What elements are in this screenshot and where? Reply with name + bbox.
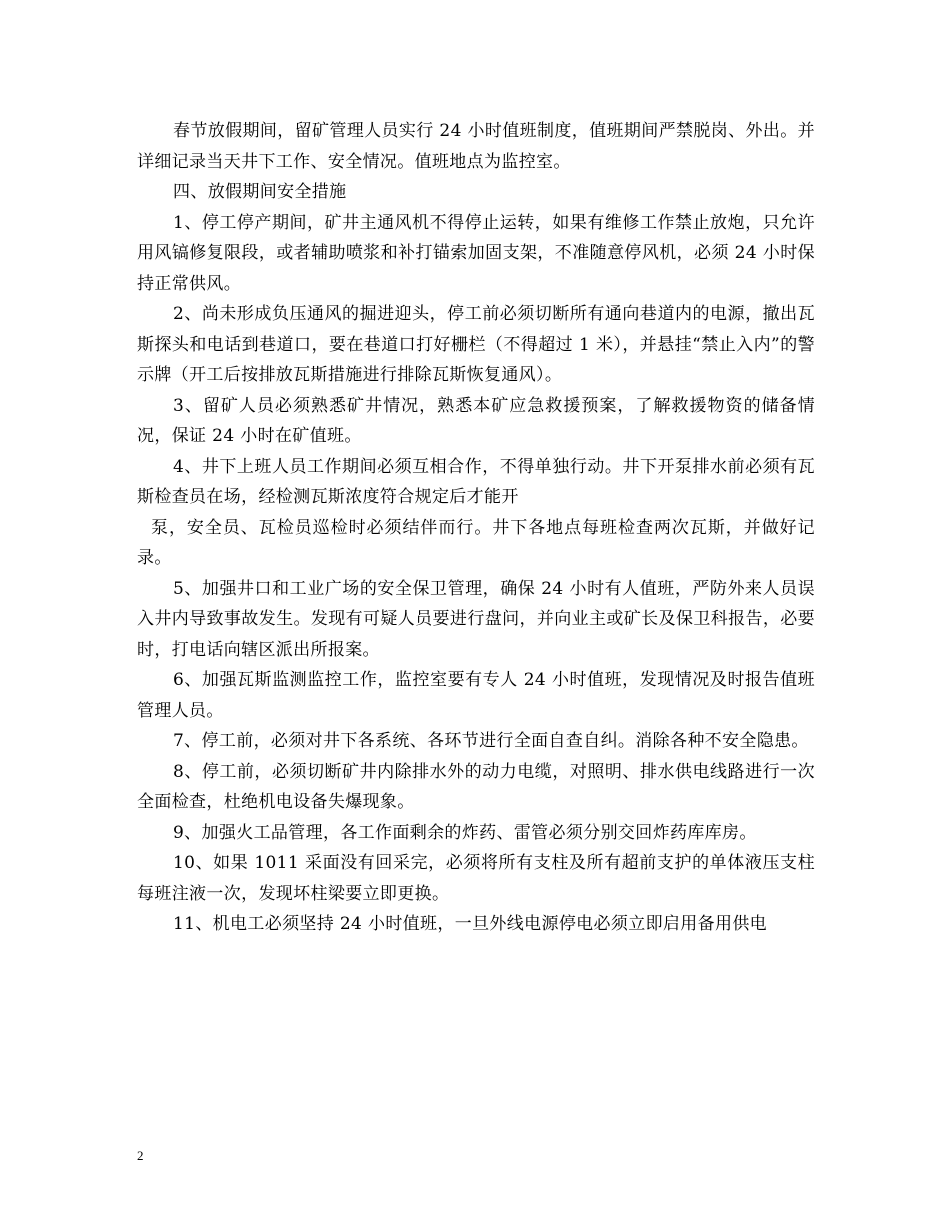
paragraph-item-8: 8、停工前，必须切断矿井内除排水外的动力电缆，对照明、排水供电线路进行一次全面检查，杜绝机电设备失爆现象。 [137,761,815,812]
paragraph-item-5: 5、加强井口和工业广场的安全保卫管理，确保 24 小时有人值班，严防外来人员误入井内导致事故发生。发现有可疑人员要进行盘问，并向业主或矿长及保卫科报告，必要时，打电话向辖区派出所报案。 [137,578,815,660]
paragraph-item-6: 6、加强瓦斯监测监控工作，监控室要有专人 24 小时值班，发现情况及时报告值班管理人员。 [137,670,815,721]
paragraph-duty-system: 春节放假期间，留矿管理人员实行 24 小时值班制度，值班期间严禁脱岗、外出。并详细记录当天井下工作、安全情况。值班地点为监控室。 [137,121,815,172]
paragraph-item-9: 9、加强火工品管理，各工作面剩余的炸药、雷管必须分别交回炸药库库房。 [173,822,757,843]
paragraph-item-7: 7、停工前，必须对井下各系统、各环节进行全面自查自纠。消除各种不安全隐患。 [173,731,809,751]
paragraph-item-10: 10、如果 1011 采面没有回采完，必须将所有支柱及所有超前支护的单体液压支柱每班注液一次，发现坏柱梁要立即更换。 [137,853,815,904]
paragraph-item-3: 3、留矿人员必须熟悉矿井情况，熟悉本矿应急救援预案，了解救援物资的储备情况，保证 24 小时在矿值班。 [137,395,815,446]
section-heading-safety-measures: 四、放假期间安全措施 [173,182,347,202]
paragraph-item-4-continued: 泵，安全员、瓦检员巡检时必须结伴而行。井下各地点每班检查两次瓦斯，并做好记录。 [137,517,815,568]
page-number: 2 [137,1148,144,1163]
document-body [137,116,815,940]
paragraph-item-4: 4、井下上班人员工作期间必须互相合作，不得单独行动。井下开泵排水前必须有瓦斯检查员在场，经检测瓦斯浓度符合规定后才能开 [137,456,815,507]
paragraph-item-2: 2、尚未形成负压通风的掘进迎头，停工前必须切断所有通向巷道内的电源，撤出瓦斯探头和电话到巷道口，要在巷道口打好栅栏（不得超过 1 米），并悬挂“禁止入内”的警示牌（开工后按排放瓦斯措施进行排除瓦斯恢复通风）。 [137,304,815,385]
paragraph-item-11: 11、机电工必须坚持 24 小时值班，一旦外线电源停电必须立即启用备用供电 [173,914,768,934]
paragraph-item-1: 1、停工停产期间，矿井主通风机不得停止运转，如果有维修工作禁止放炮，只允许用风镐修复限段，或者辅助喷浆和补打锚索加固支架，不准随意停风机，必须 24 小时保持正常供风。 [137,212,815,294]
